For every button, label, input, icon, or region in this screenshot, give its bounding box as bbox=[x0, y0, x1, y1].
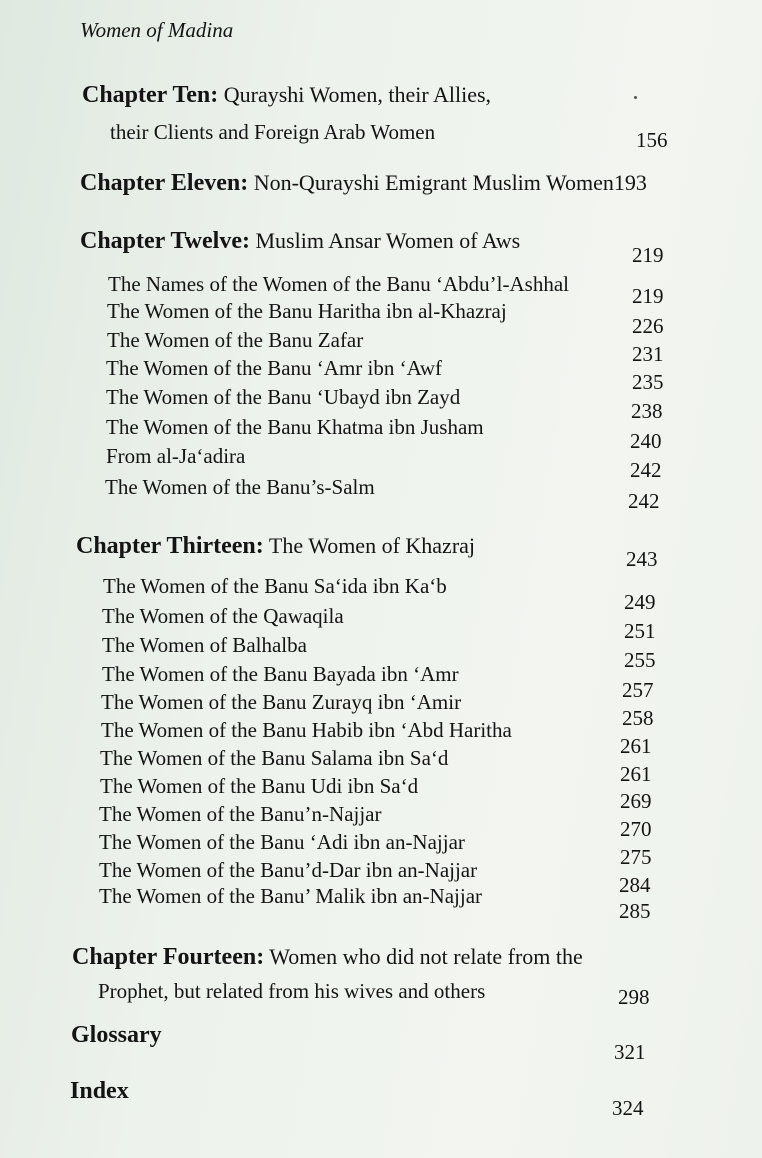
toc-section-page: 249 bbox=[624, 590, 656, 614]
toc-section-title: The Women of the Banu’ Malik ibn an-Najjar bbox=[99, 884, 483, 908]
toc-section-page: 219 bbox=[632, 284, 664, 308]
chapter-fourteen-title-cont: Prophet, but related from his wives and others bbox=[98, 979, 486, 1003]
chapter-thirteen-heading: Chapter Thirteen: bbox=[76, 533, 264, 559]
chapter-ten-heading: Chapter Ten: bbox=[82, 82, 219, 108]
toc-section-title: From al-Ja‘adira bbox=[106, 444, 246, 468]
index-entry bbox=[70, 1078, 129, 1105]
chapter-eleven-page: 193 bbox=[613, 170, 647, 195]
toc-section-page: 238 bbox=[631, 399, 663, 423]
chapter-thirteen-page: 243 bbox=[626, 547, 658, 571]
toc-section-page: 257 bbox=[622, 678, 654, 702]
chapter-twelve-page: 219 bbox=[632, 243, 664, 267]
toc-section-page: 255 bbox=[624, 648, 656, 672]
index-heading: Index bbox=[70, 1078, 129, 1104]
toc-section-title: The Names of the Women of the Banu ‘Abdu’l-Ashhal bbox=[108, 272, 569, 296]
chapter-thirteen-title: The Women of Khazraj bbox=[268, 533, 476, 558]
toc-section-page: 251 bbox=[624, 619, 656, 643]
chapter-ten-title-cont: their Clients and Foreign Arab Women bbox=[110, 120, 436, 144]
toc-section-title: The Women of the Banu’n-Najjar bbox=[99, 802, 382, 826]
toc-section-page: 235 bbox=[632, 370, 664, 394]
toc-section-title: The Women of the Banu Habib ibn ‘Abd Haritha bbox=[101, 718, 512, 742]
toc-section-title: The Women of the Banu ‘Adi ibn an-Najjar bbox=[99, 830, 465, 854]
toc-section-title: The Women of the Banu Zafar bbox=[107, 328, 364, 352]
toc-section-title: The Women of Balhalba bbox=[102, 633, 307, 657]
toc-section-title: The Women of the Banu ‘Amr ibn ‘Awf bbox=[106, 356, 442, 380]
running-header: Women of Madina bbox=[80, 18, 234, 42]
toc-section-page: 275 bbox=[620, 845, 652, 869]
chapter-eleven-heading: Chapter Eleven: bbox=[80, 170, 249, 196]
toc-section-title: The Women of the Qawaqila bbox=[102, 604, 344, 628]
chapter-fourteen-heading: Chapter Fourteen: bbox=[72, 944, 265, 970]
toc-section-title: The Women of the Banu’d-Dar ibn an-Najjar bbox=[99, 858, 478, 882]
toc-section-page: 269 bbox=[620, 789, 652, 813]
glossary-heading: Glossary bbox=[71, 1022, 162, 1048]
toc-section-title: The Women of the Banu Khatma ibn Jusham bbox=[106, 415, 484, 439]
toc-section-title: The Women of the Banu Haritha ibn al-Khazraj bbox=[107, 299, 507, 323]
chapter-eleven-title: Non-Qurayshi Emigrant Muslim Women bbox=[253, 170, 614, 195]
toc-section-title: The Women of the Banu’s-Salm bbox=[105, 475, 375, 499]
toc-section-page: 231 bbox=[632, 342, 664, 366]
glossary-page: 321 bbox=[614, 1040, 646, 1064]
toc-section-page: 284 bbox=[619, 873, 651, 897]
toc-section-title: The Women of the Banu Sa‘ida ibn Ka‘b bbox=[103, 574, 447, 598]
chapter-fourteen-entry bbox=[72, 944, 583, 971]
index-page: 324 bbox=[612, 1096, 644, 1120]
toc-section-page: 242 bbox=[628, 489, 660, 513]
chapter-fourteen-title: Women who did not relate from the bbox=[269, 944, 583, 969]
chapter-ten-page: 156 bbox=[636, 128, 668, 152]
toc-section-page: 261 bbox=[620, 762, 652, 786]
glossary-entry bbox=[71, 1022, 162, 1049]
toc-section-page: 270 bbox=[620, 817, 652, 841]
chapter-eleven-entry bbox=[80, 170, 647, 197]
toc-section-page: 261 bbox=[620, 734, 652, 758]
toc-section-page: 285 bbox=[619, 899, 651, 923]
toc-section-page: 258 bbox=[622, 706, 654, 730]
chapter-twelve-heading: Chapter Twelve: bbox=[80, 228, 250, 254]
chapter-ten-entry bbox=[82, 82, 491, 109]
toc-section-title: The Women of the Banu ‘Ubayd ibn Zayd bbox=[106, 385, 461, 409]
toc-section-title: The Women of the Banu Udi ibn Sa‘d bbox=[100, 774, 419, 798]
chapter-twelve-title: Muslim Ansar Women of Aws bbox=[255, 228, 521, 253]
chapter-thirteen-entry bbox=[76, 533, 475, 560]
toc-section-page: 226 bbox=[632, 314, 664, 338]
chapter-ten-title: Qurayshi Women, their Allies, bbox=[223, 82, 492, 107]
toc-section-page: 242 bbox=[630, 458, 662, 482]
toc-section-page: 240 bbox=[630, 429, 662, 453]
toc-section-title: The Women of the Banu Bayada ibn ‘Amr bbox=[102, 662, 459, 686]
chapter-twelve-entry bbox=[80, 228, 520, 255]
print-speck bbox=[634, 96, 637, 99]
toc-section-title: The Women of the Banu Zurayq ibn ‘Amir bbox=[101, 690, 462, 714]
chapter-fourteen-page: 298 bbox=[618, 985, 650, 1009]
toc-section-title: The Women of the Banu Salama ibn Sa‘d bbox=[100, 746, 449, 770]
